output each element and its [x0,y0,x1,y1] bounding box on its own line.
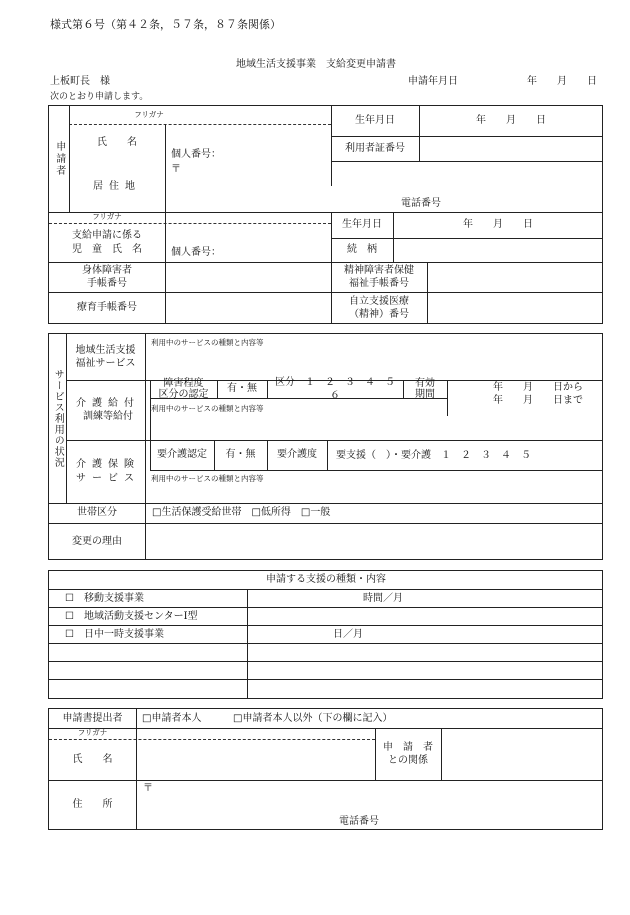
applicant-birthdate-value[interactable]: 年 月 日 [476,115,546,127]
mental-health-notebook-label: 精神障害者保健 福祉手帳番号 [344,264,414,289]
child-furigana-label: フリガナ [92,212,122,222]
ryoiku-notebook-label: 療育手帳番号 [77,302,137,314]
validity-from[interactable]: 年 月 日から [493,382,583,393]
support-type-daytime-temporary[interactable]: ☐ 日中一時支援事業 [65,629,164,640]
intro-text: 次のとおり申請します。 [50,92,149,102]
care-benefit-note: 利用中のサービスの種類と内容等 [151,404,264,413]
address-label: 居住地 [93,181,141,193]
validity-to[interactable]: 年 月 日まで [493,395,583,406]
physical-disability-notebook-label: 身体障害者 手帳番号 [82,264,132,289]
community-service-note: 利用中のサービスの種類と内容等 [151,338,264,347]
disability-level-label: 障害程度 区分の認定 [158,378,209,400]
submitter-label: 申請書提出者 [62,712,123,724]
support-types-header: 申請する支援の種類・内容 [266,574,386,586]
support-type-mobility[interactable]: ☐ 移動支援事業 [65,593,144,604]
disability-level-yes-no[interactable]: 有・無 [227,383,257,395]
form-number: 様式第６号（第４２条，５７条，８７条関係） [50,18,281,31]
support-type-daytime-unit: 日／月 [333,629,363,640]
service-status-table [48,333,603,560]
service-status-side-label: サービス利用の状況 [52,369,64,468]
submitter-name-label: 氏 名 [72,753,113,765]
applicant-postal-mark: 〒 [171,164,181,175]
applicant-phone-label: 電話番号 [401,198,441,209]
household-category-label: 世帯区分 [77,507,117,519]
submitter-postal-mark: 〒 [143,783,153,794]
user-certificate-label: 利用者証番号 [345,142,405,154]
applicant-table [48,105,603,324]
independence-medical-number-label: 自立支援医療 （精神）番号 [349,295,409,320]
submitter-table [48,708,603,830]
care-level-label: 要介護度 [277,449,317,461]
submitter-option-self[interactable]: □申請者本人 [142,713,202,724]
household-category-options[interactable]: □生活保護受給世帯 □低所得 □一般 [152,507,331,518]
applicant-furigana-label: フリガナ [134,109,164,119]
care-insurance-note: 利用中のサービスの種類と内容等 [151,474,264,483]
change-reason-label: 変更の理由 [72,535,122,547]
applicant-birthdate-label: 生年月日 [355,115,395,127]
applicant-group-label: 申請者 [53,141,65,177]
care-training-benefit-label: 介護給付 訓練等給付 [76,397,140,422]
care-certification-label: 要介護認定 [157,449,207,461]
care-level-scale[interactable]: 要支援（ ）・要介護 １ ２ ３ ４ ５ [336,450,531,461]
disability-category-scale[interactable]: 区分 １ ２ ３ ４ ５ ６ [275,376,405,401]
addressee: 上板町長 様 [50,76,110,87]
application-date-label: 申請年月日 [408,76,458,87]
child-personal-number-label: 個人番号： [171,247,221,258]
applicant-name-label: 氏 名 [97,137,137,149]
submitter-phone-label: 電話番号 [339,816,379,827]
care-certification-yes-no[interactable]: 有・無 [225,449,256,461]
community-support-service-label: 地域生活支援 福祉サービス [75,344,136,369]
submitter-relation-label: 申 請 者 との関係 [383,741,433,766]
child-birthdate-label: 生年月日 [342,219,382,231]
submitter-address-label: 住 所 [72,799,113,811]
care-insurance-service-label: 介護保険 サービス [76,459,140,484]
submitter-furigana-label: フリガナ [77,728,108,738]
application-date-blank: 年 月 日 [527,76,597,87]
support-type-activity-center[interactable]: ☐ 地域活動支援センターⅠ型 [65,611,198,622]
child-name-label: 支給申請に係る 児 童 氏 名 [72,230,142,255]
child-birthdate-value[interactable]: 年 月 日 [463,219,533,231]
support-types-table [48,570,603,699]
relation-label: 続 柄 [347,244,377,256]
document-title: 地域生活支援事業 支給変更申請書 [236,59,396,70]
submitter-option-other[interactable]: □申請者本人以外（下の欄に記入） [233,713,393,724]
validity-period-label: 有効 期間 [415,378,435,400]
support-type-mobility-unit: 時間／月 [363,593,403,604]
applicant-personal-number-label: 個人番号： [171,149,221,160]
